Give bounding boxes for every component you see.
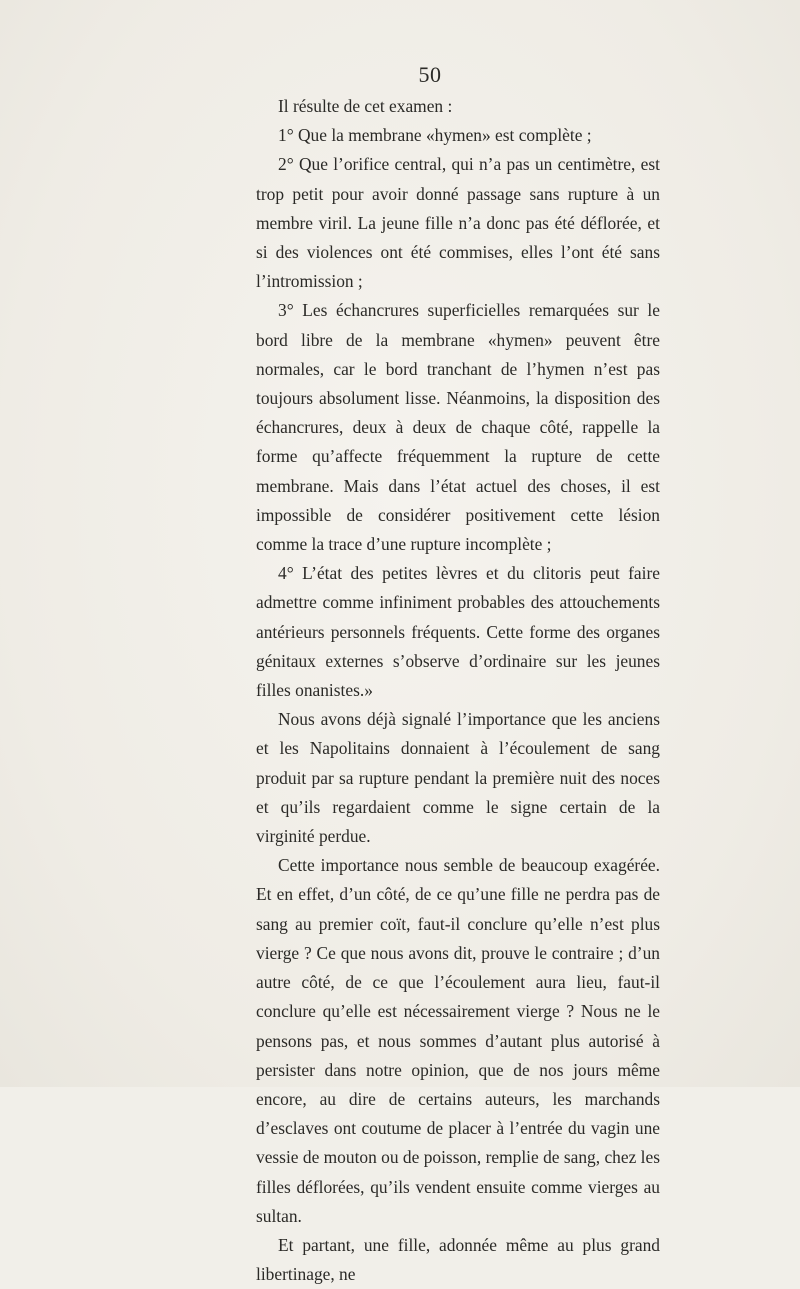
paragraph-point-2: 2° Que l’orifice central, qui n’a pas un centimètre, est trop petit pour avoir donné passage sans rupture à un membre viril. La jeune fille n’a donc pas été déflorée, et si des violences ont été commises, elles l’ont été sans l’intromission ; xyxy=(256,154,660,292)
paragraph-importance: Cette importance nous semble de beaucoup exagérée. Et en effet, d’un côté, de ce qu’une fille ne perdra pas de sang au premier coït, faut-il conclure qu’elle n’est plus vierge ? Ce que nous avons dit, prouve le contraire ; d’un autre côté, de ce que l’écoulement aura lieu, faut-il conclure qu’elle est nécessairement vierge ? Nous ne le pensons pas, et nous sommes d’autant plus autorisé à persister dans notre opinion, que de nos jours même encore, au dire de certains auteurs, les marchands d’esclaves ont coutume de placer à l’entrée du vagin une vessie de mouton ou de poisson, remplie de sang, chez les filles déflorées, qu’ils vendent ensuite comme vierges au sultan. xyxy=(256,855,660,1226)
page-number: 50 xyxy=(418,62,442,87)
paragraph-point-1: 1° Que la membrane «hymen» est complète ; xyxy=(278,125,592,146)
paragraph-intro: Il résulte de cet examen : xyxy=(278,96,453,116)
paragraph-napolitains: Nous avons déjà signalé l’importance que les anciens et les Napolitains donnaient à l’écoulement de sang produit par sa rupture pendant la première nuit des noces et qu’ils regardaient comme le signe certain de la virginité perdue. xyxy=(256,709,660,847)
paragraph-final: Et partant, une fille, adonnée même au plus grand libertinage, ne xyxy=(256,1234,660,1285)
paragraph-point-3: 3° Les échancrures superficielles remarquées sur le bord libre de la membrane «hymen» peuvent être normales, car le bord tranchant de l’hymen n’est pas toujours absolument lisse. Néanmoins, la disposition des échancrures, deux à deux de chaque côté, rappelle la forme qu’affecte fréquemment la rupture de cette membrane. Mais dans l’état actuel des choses, il est impossible de considérer positivement cette lésion comme la trace d’une rupture incomplète ; xyxy=(256,300,660,555)
body-text xyxy=(256,92,660,1289)
paragraph-point-4: 4° L’état des petites lèvres et du clitoris peut faire admettre comme infiniment probables des attouchements antérieurs personnels fréquents. Cette forme des organes génitaux externes s’observe d’ordinaire sur les jeunes filles onanistes.» xyxy=(256,563,660,701)
